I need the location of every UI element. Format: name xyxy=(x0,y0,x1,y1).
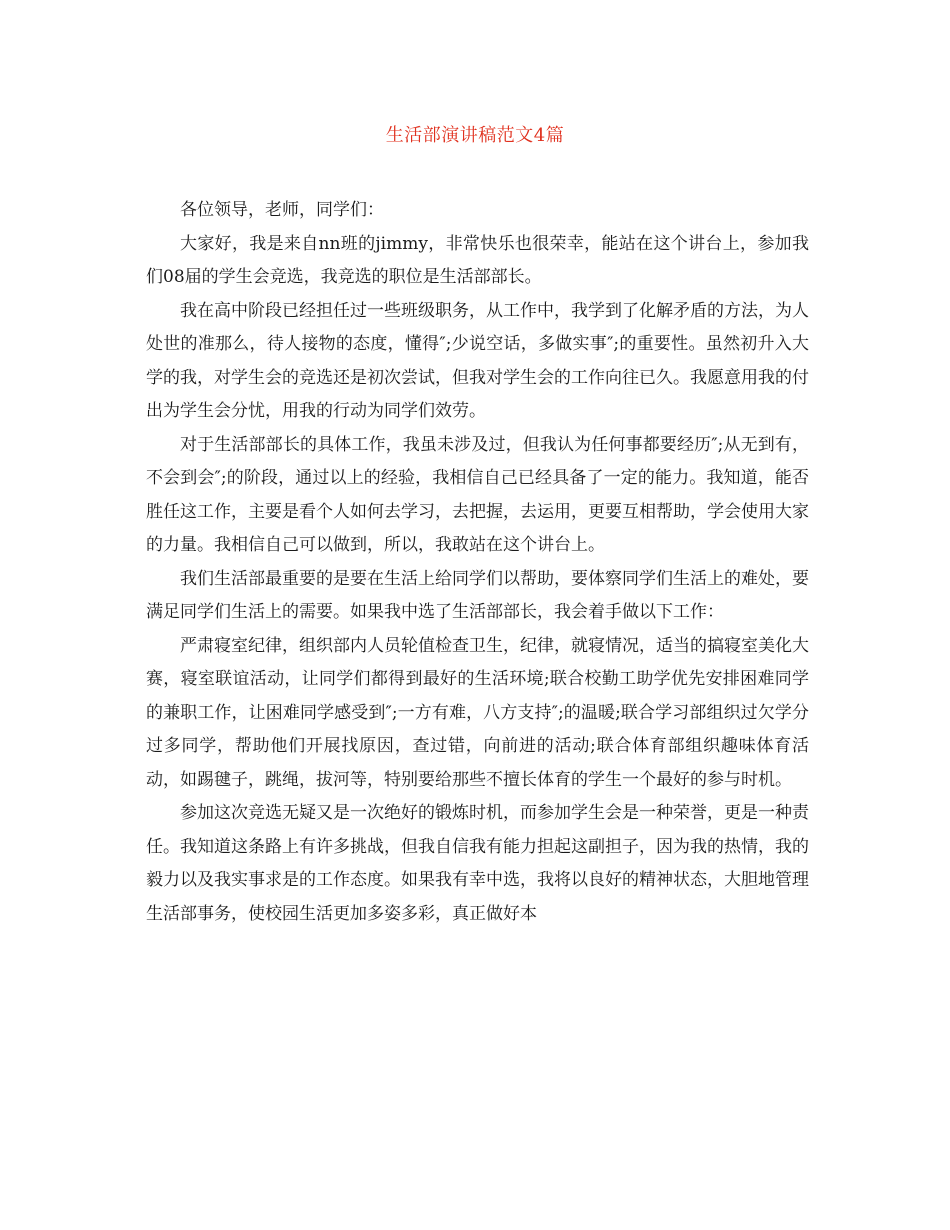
paragraph-conclusion: 参加这次竞选无疑又是一次绝好的锻炼时机，而参加学生会是一种荣誉，更是一种责任。我知道这条路上有许多挑战，但我自信我有能力担起这副担子，因为我的热情，我的毅力以及我实事求是的工作态度。如果我有幸中选，我将以良好的精神状态，大胆地管理生活部事务，使校园生活更加多姿多彩，真正做好本 xyxy=(146,803,809,924)
document-title: 生活部演讲稿范文4篇 xyxy=(385,125,565,146)
paragraph-experience: 我在高中阶段已经担任过一些班级职务，从工作中，我学到了化解矛盾的方法，为人处世的准那么，待人接物的态度，懂得″;少说空话，多做实事″;的重要性。虽然初升入大学的我，对学生会的竞选还是初次尝试，但我对学生会的工作向往已久。我愿意用我的付出为学生会分忧，用我的行动为同学们效劳。 xyxy=(146,300,809,421)
paragraph-confidence: 对于生活部部长的具体工作，我虽未涉及过，但我认为任何事都要经历″;从无到有，不会到会″;的阶段，通过以上的经验，我相信自己已经具备了一定的能力。我知道，能否胜任这工作，主要是看个人如何去学习，去把握，去运用，更要互相帮助，学会使用大家的力量。我相信自己可以做到，所以，我敢站在这个讲台上。 xyxy=(146,434,809,555)
paragraph-introduction: 大家好，我是来自nn班的jimmy，非常快乐也很荣幸，能站在这个讲台上，参加我们08届的学生会竞选，我竞选的职位是生活部部长。 xyxy=(146,233,809,287)
paragraph-work-plan: 严肃寝室纪律，组织部内人员轮值检查卫生，纪律，就寝情况，适当的搞寝室美化大赛，寝室联谊活动，让同学们都得到最好的生活环境;联合校勤工助学优先安排困难同学的兼职工作，让困难同学感受到″;一方有难，八方支持″;的温暖;联合学习部组织过欠学分过多同学，帮助他们开展找原因，查过错，向前进的活动;联合体育部组织趣味体育活动，如踢毽子，跳绳，拔河等，特别要给那些不擅长体育的学生一个最好的参与时机。 xyxy=(146,635,809,790)
document-body xyxy=(146,194,809,931)
paragraph-department-goals: 我们生活部最重要的是要在生活上给同学们以帮助，要体察同学们生活上的难处，要满足同学们生活上的需要。如果我中选了生活部部长，我会着手做以下工作： xyxy=(146,568,809,622)
paragraph-greeting: 各位领导，老师，同学们： xyxy=(180,200,384,220)
